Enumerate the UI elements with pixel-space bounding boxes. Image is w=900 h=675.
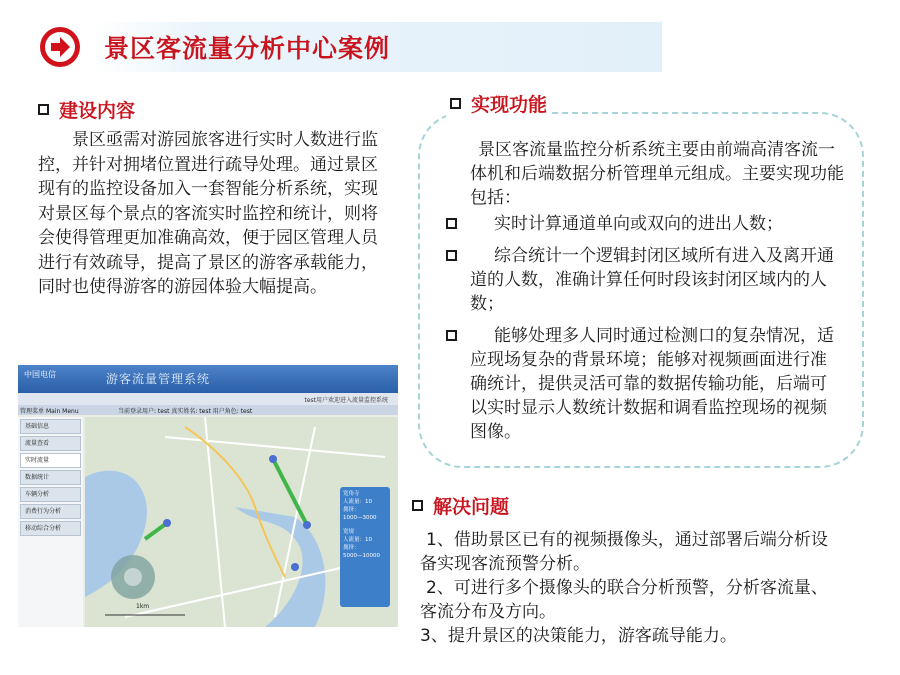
square-bullet-icon (412, 500, 423, 511)
page-title: 景区客流量分析中心案例 (104, 34, 391, 63)
solution-heading (412, 492, 509, 519)
app-subbar (18, 393, 398, 405)
square-bullet-icon (450, 98, 461, 109)
app-header (18, 365, 398, 393)
menu-item[interactable]: 基础信息 (20, 419, 81, 434)
menu-label: 管理菜单 Main Menu (20, 408, 79, 415)
square-bullet-icon (446, 250, 457, 261)
menu-item[interactable]: 消费行为分析 (20, 504, 81, 519)
side-menu (18, 417, 83, 627)
arrow-circle-icon (38, 25, 82, 69)
implementation-heading-text: 实现功能 (471, 94, 548, 116)
construction-heading (38, 96, 135, 123)
current-user: 当前登录用户: test 真实姓名: test 用户角色: test (118, 408, 253, 415)
implementation-heading (446, 90, 551, 117)
solution-heading-text: 解决问题 (433, 496, 510, 518)
menu-item[interactable]: 车辆分析 (20, 487, 81, 502)
welcome-text: test用户欢迎进入流量监控系统 (304, 397, 388, 404)
function-bullet: 能够处理多人同时通过检测口的复杂情况，适应现场复杂的背景环境；能够对视频画面进行准确统计，提供灵活可靠的数据传输功能，后端可以实时显示人数统计数据和调看监控现场的视频图像。 (446, 324, 841, 444)
map-scale: 1km (136, 603, 150, 610)
menu-item[interactable]: 实时流量 (20, 453, 81, 468)
menu-item[interactable]: 数据统计 (20, 470, 81, 485)
square-bullet-icon (446, 218, 457, 229)
info-panel: 宽角寺 人流量：10 拥挤： 1000—3000 宽规 人流量：10 拥挤： 5000—10000 (340, 487, 390, 607)
function-bullet: 实时计算通道单向或双向的进出人数； (446, 212, 841, 236)
telecom-logo: 中国电信 (24, 370, 56, 379)
construction-heading-text: 建设内容 (59, 100, 136, 122)
function-bullet: 综合统计一个逻辑封闭区域所有进入及离开通道的人数，准确计算任何时段该封闭区域内的人数； (446, 244, 841, 316)
menu-item[interactable]: 移动综合分析 (20, 521, 81, 536)
solution-item: 1、借助景区已有的视频摄像头，通过部署后端分析设备实现客流预警分析。 (420, 530, 828, 574)
system-screenshot (18, 365, 398, 627)
implementation-intro: 景区客流量监控分析系统主要由前端高清客流一体机和后端数据分析管理单元组成。主要实现功能包括： (470, 140, 844, 208)
square-bullet-icon (446, 330, 457, 341)
construction-text: 景区亟需对游园旅客进行实时人数进行监控，并针对拥堵位置进行疏导处理。通过景区现有的监控设备加入一套智能分析系统，实现对景区每个景点的客流实时监控和统计，则将会使得管理更加准确高效，便于园区管理人员进行有效疏导，提高了景区的游客承载能力，同时也使得游客的游园体验大幅提高。 (38, 130, 378, 297)
solution-item: 3、提升景区的决策能力，游客疏导能力。 (420, 626, 737, 646)
app-title: 游客流量管理系统 (106, 372, 211, 386)
solution-item: 2、可进行多个摄像头的联合分析预警，分析客流量、客流分布及方向。 (420, 578, 828, 622)
app-nav (18, 405, 398, 415)
menu-item[interactable]: 流量查看 (20, 436, 81, 451)
square-bullet-icon (38, 104, 49, 115)
